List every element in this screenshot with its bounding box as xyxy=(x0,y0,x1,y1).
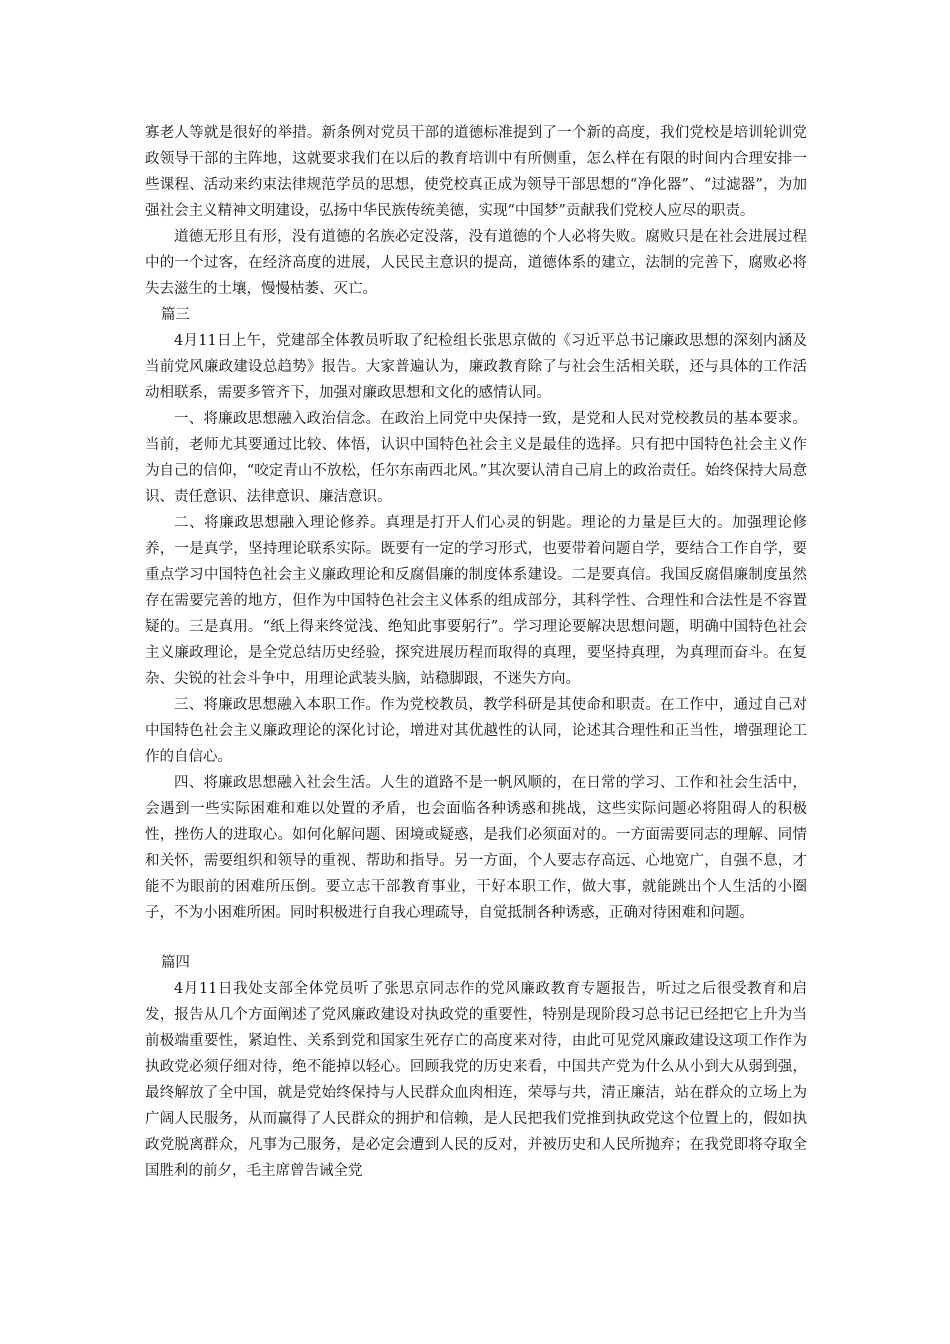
paragraph: 4月11日上午，党建部全体教员听取了纪检组长张思京做的《习近平总书记廉政思想的深刻内涵及当前党风廉政建设总趋势》报告。大家普遍认为，廉政教育除了与社会生活相关联，还与具体的工作活动相联系，需要多管齐下，加强对廉政思想和文化的感情认同。 xyxy=(145,333,807,401)
paragraph: 二、将廉政思想融入理论修养。真理是打开人们心灵的钥匙。理论的力量是巨大的。加强理论修养，一是真学，坚持理论联系实际。既要有一定的学习形式，也要带着问题自学，要结合工作自学，要重点学习中国特色社会主义廉政理论和反腐倡廉的制度体系建设。二是要真信。我国反腐倡廉制度虽然存在需要完善的地方，但作为中国特色社会主义体系的组成部分，其科学性、合理性和合法性是不容置疑的。三是真用。“纸上得来终觉浅、绝知此事要躬行”。学习理论要解决思想问题，明确中国特色社会主义廉政理论，是全党总结历史经验，探究进展历程而取得的真理，要坚持真理，为真理而奋斗。在复杂、尖锐的社会斗争中，用理论武装头脑，站稳脚跟，不迷失方向。 xyxy=(145,515,807,687)
paragraph: 4月11日我处支部全体党员听了张思京同志作的党风廉政教育专题报告，听过之后很受教育和启发，报告从几个方面阐述了党风廉政建设对执政党的重要性，特别是现阶段习总书记已经把它上升为当前极端重要性，紧迫性、关系到党和国家生死存亡的高度来对待，由此可见党风廉政建设这项工作作为执政党必须仔细对待，绝不能掉以轻心。回顾我党的历史来看，中国共产党为什么从小到大从弱到强，最终解放了全中国，就是党始终保持与人民群众血肉相连，荣辱与共，清正廉洁，站在群众的立场上为广阔人民服务，从而赢得了人民群众的拥护和信赖，是人民把我们党推到执政党这个位置上的，假如执政党脱离群众，凡事为己服务，是必定会遭到人民的反对，并被历史和人民所抛弃；在我党即将夺取全国胜利的前夕，毛主席曾告诫全党 xyxy=(145,981,807,1179)
section-heading-3: 篇三 xyxy=(160,307,190,323)
paragraph: 三、将廉政思想融入本职工作。作为党校教员，教学科研是其使命和职责。在工作中，通过自己对中国特色社会主义廉政理论的深化讨论，增进对其优越性的认同，论述其合理性和正当性，增强理论工作的自信心。 xyxy=(145,697,807,765)
section-heading-4: 篇四 xyxy=(160,955,190,971)
paragraph: 四、将廉政思想融入社会生活。人生的道路不是一帆风顺的，在日常的学习、工作和社会生活中，会遇到一些实际困难和难以处置的矛盾，也会面临各种诱惑和挑战，这些实际问题必将阻碍人的积极性，挫伤人的进取心。如何化解问题、困境或疑惑，是我们必须面对的。一方面需要同志的理解、同情和关怀，需要组织和领导的重视、帮助和指导。另一方面，个人要志存高远、心地宽广，自强不息，才能不为眼前的困难所压倒。要立志干部教育事业，干好本职工作，做大事，就能跳出个人生活的小圈子，不为小困难所困。同时积极进行自我心理疏导，自觉抵制各种诱惑，正确对待困难和问题。 xyxy=(145,775,807,921)
paragraph: 道德无形且有形，没有道德的名族必定没落，没有道德的个人必将失败。腐败只是在社会进展过程中的一个过客，在经济高度的进展，人民民主意识的提高，道德体系的建立，法制的完善下，腐败必将失去滋生的土壤，慢慢枯萎、灭亡。 xyxy=(145,229,807,297)
blank-line xyxy=(145,926,807,950)
paragraph-continued: 寡老人等就是很好的举措。新条例对党员干部的道德标准提到了一个新的高度，我们党校是培训轮训党政领导干部的主阵地，这就要求我们在以后的教育培训中有所侧重，怎么样在有限的时间内合理安排一些课程、活动来约束法律规范学员的思想，使党校真正成为领导干部思想的“净化器”、“过滤器”，为加强社会主义精神文明建设，弘扬中华民族传统美德，实现“中国梦”贡献我们党校人应尽的职责。 xyxy=(145,125,807,219)
paragraph: 一、将廉政思想融入政治信念。在政治上同党中央保持一致，是党和人民对党校教员的基本要求。当前，老师尤其要通过比较、体悟，认识中国特色社会主义是最佳的选择。只有把中国特色社会主义作为自己的信仰，“咬定青山不放松，任尔东南西北风。”其次要认清自己肩上的政治责任。始终保持大局意识、责任意识、法律意识、廉洁意识。 xyxy=(145,411,807,505)
document-page xyxy=(145,120,807,1184)
